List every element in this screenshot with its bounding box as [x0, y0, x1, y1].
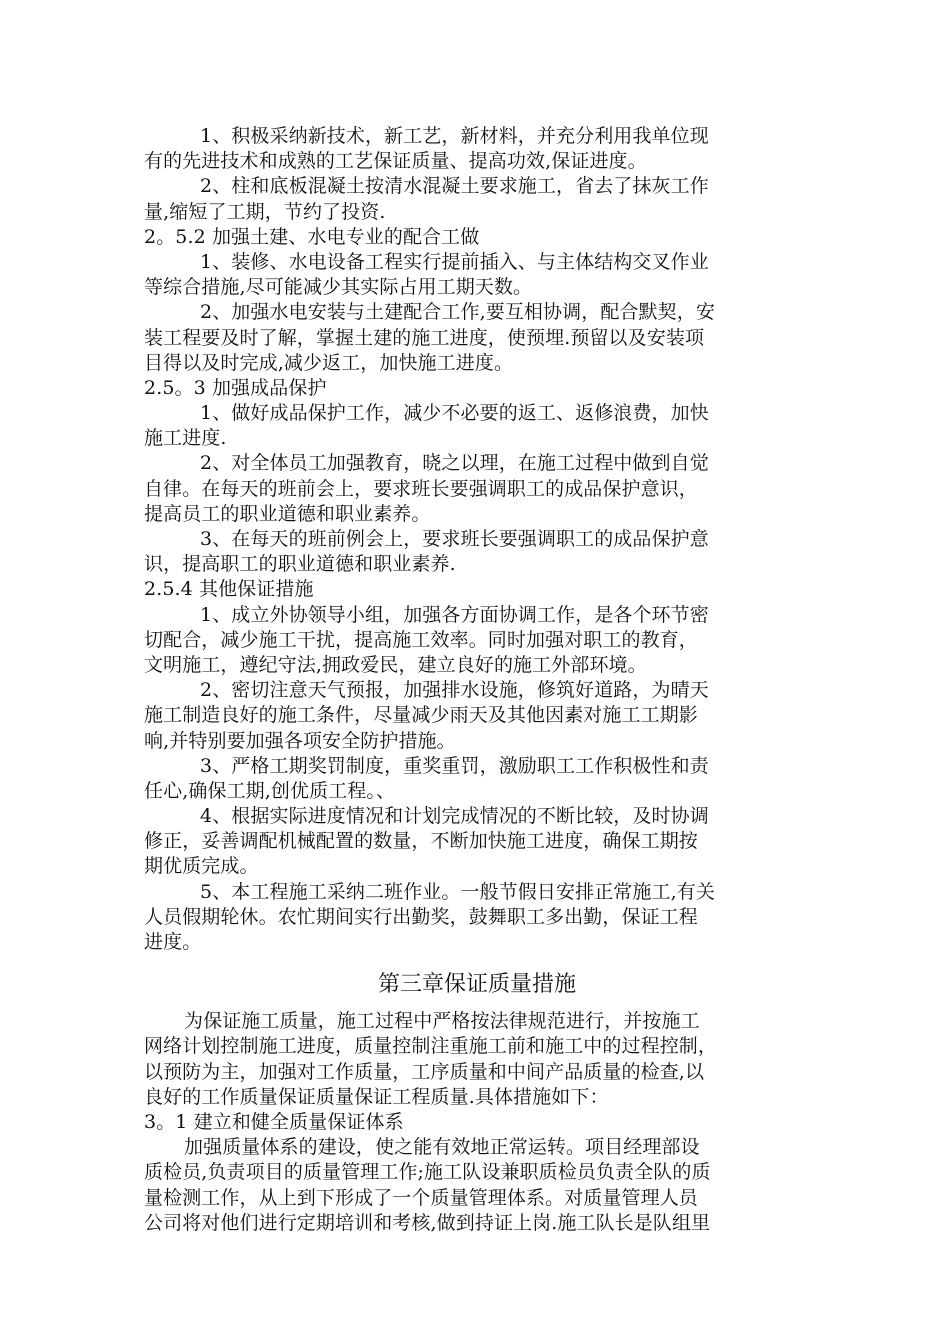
paragraph-line: 文明施工，遵纪守法,拥政爱民，建立良好的施工外部环境。 [144, 653, 647, 676]
paragraph [144, 250, 810, 300]
paragraph-line: 1、做好成品保护工作，减少不必要的返工、返修浪费，加快 [200, 402, 709, 425]
paragraph-line: 识，提高职工的职业道德和职业素养. [144, 553, 456, 576]
paragraph-line: 2、柱和底板混凝土按清水混凝土要求施工，省去了抹灰工作 [200, 175, 709, 198]
paragraph-line: 为保证施工质量，施工过程中严格按法律规范进行，并按施工 [184, 1010, 700, 1033]
paragraph-line: 等综合措施,尽可能减少其实际占用工期天数。 [144, 276, 533, 299]
paragraph [144, 300, 810, 376]
paragraph-line: 质检员,负责项目的质量管理工作;施工队设兼职质检员负责全队的质 [144, 1161, 711, 1184]
section-heading [144, 1110, 810, 1135]
paragraph [144, 1135, 810, 1236]
paragraph-line: 3、严格工期奖罚制度，重奖重罚，激励职工工作积极性和责 [200, 754, 709, 777]
section-heading [144, 577, 810, 602]
paragraph-line: 量,缩短了工期，节约了投资. [144, 200, 386, 223]
paragraph [144, 174, 810, 224]
paragraph-line: 1、装修、水电设备工程实行提前插入、与主体结构交叉作业 [200, 250, 709, 273]
paragraph-line: 切配合，减少施工干扰，提高施工效率。同时加强对职工的教育， [144, 628, 698, 651]
paragraph-line: 施工制造良好的施工条件，尽量减少雨天及其他因素对施工工期影 [144, 704, 698, 727]
paragraph-line: 目得以及时完成,减少返工，加快施工进度。 [144, 351, 514, 374]
paragraph-line: 4、根据实际进度情况和计划完成情况的不断比较，及时协调 [200, 805, 709, 828]
paragraph [144, 527, 810, 577]
paragraph [144, 880, 810, 956]
paragraph-line: 装工程要及时了解，掌握土建的施工进度，使预埋.预留以及安装项 [144, 326, 705, 349]
paragraph-line: 任心,确保工期,创优质工程。、 [144, 779, 396, 802]
paragraph [144, 804, 810, 880]
paragraph-line: 有的先进技术和成熟的工艺保证质量、提高功效,保证进度。 [144, 150, 647, 173]
paragraph-line: 1、成立外协领导小组，加强各方面协调工作，是各个环节密 [200, 603, 709, 626]
chapter-title: 第三章保证质量措施 [377, 972, 576, 998]
paragraph-line: 响,并特别要加强各项安全防护措施。 [144, 729, 456, 752]
paragraph-line: 以预防为主，加强对工作质量，工序质量和中间产品质量的检查,以 [144, 1060, 705, 1083]
paragraph [144, 401, 810, 451]
paragraph [144, 603, 810, 679]
paragraph-line: 自律。在每天的班前会上，要求班长要强调职工的成品保护意识， [144, 477, 698, 500]
heading-text: 2.5.4 其他保证措施 [144, 578, 314, 601]
document-body [144, 124, 810, 1236]
paragraph-line: 人员假期轮休。农忙期间实行出勤奖，鼓舞职工多出勤，保证工程 [144, 905, 698, 928]
paragraph-line: 5、本工程施工采纳二班作业。一般节假日安排正常施工,有关 [200, 880, 715, 903]
paragraph-line: 进度。 [144, 931, 202, 953]
paragraph-line: 2、对全体员工加强教育，晓之以理，在施工过程中做到自觉 [200, 452, 709, 475]
paragraph [144, 451, 810, 527]
paragraph-line: 2、加强水电安装与土建配合工作,要互相协调，配合默契，安 [200, 301, 715, 324]
heading-text: 2.5。3 加强成品保护 [144, 376, 327, 399]
paragraph [144, 1009, 810, 1110]
heading-text: 2。5.2 加强土建、水电专业的配合工做 [144, 225, 480, 248]
section-heading [144, 225, 810, 250]
paragraph-line: 提高员工的职业道德和职业素养。 [144, 502, 431, 525]
paragraph-line: 3、在每天的班前例会上，要求班长要强调职工的成品保护意 [200, 528, 709, 550]
paragraph-line: 2、密切注意天气预报，加强排水设施，修筑好道路，为晴天 [200, 679, 709, 702]
section-heading [144, 376, 810, 401]
paragraph-line: 量检测工作，从上到下形成了一个质量管理体系。对质量管理人员 [144, 1186, 698, 1209]
paragraph-line: 1、积极采纳新技术，新工艺，新材料，并充分利用我单位现 [200, 125, 709, 147]
paragraph [144, 124, 810, 174]
paragraph-line: 公司将对他们进行定期培训和考核,做到持证上岗.施工队长是队组里 [144, 1211, 711, 1234]
paragraph-line: 加强质量体系的建设，使之能有效地正常运转。项目经理部设 [184, 1136, 700, 1159]
paragraph [144, 754, 810, 804]
paragraph-line: 修正，妥善调配机械配置的数量，不断加快施工进度，确保工期按 [144, 830, 698, 853]
paragraph [144, 678, 810, 754]
paragraph-line: 施工进度. [144, 427, 227, 450]
paragraph-line: 良好的工作质量保证质量保证工程质量.具体措施如下： [144, 1085, 609, 1108]
heading-text: 3。1 建立和健全质量保证体系 [144, 1110, 404, 1133]
paragraph-line: 期优质完成。 [144, 855, 259, 878]
paragraph-line: 网络计划控制施工进度，质量控制注重施工前和施工中的过程控制， [144, 1035, 718, 1058]
